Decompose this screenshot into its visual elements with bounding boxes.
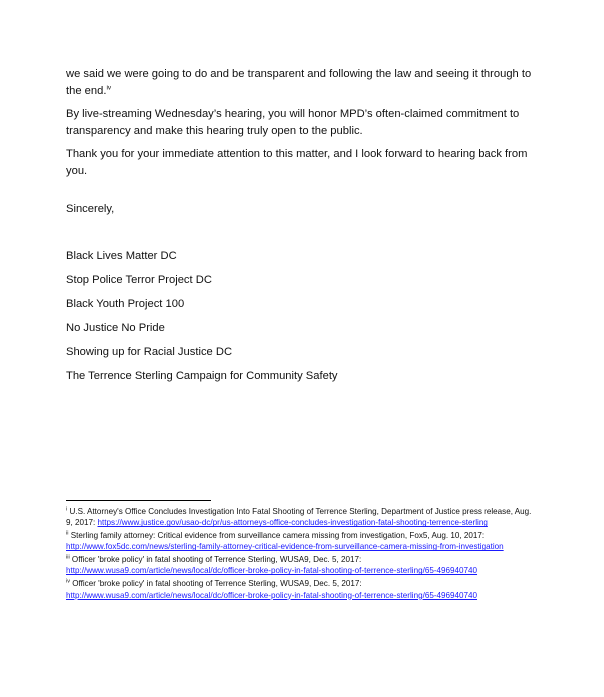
paragraph-1-text: we said we were going to do and be transparent and following the law and seeing it through to the end.	[66, 68, 532, 97]
footnote-marker: i	[66, 506, 68, 513]
signatory-item: Black Lives Matter DC	[66, 249, 177, 262]
footnote-link[interactable]: http://www.wusa9.com/article/news/local/dc/officer-broke-policy-in-fatal-shooting-of-terrence-sterling/65-496940740	[66, 590, 478, 600]
footnote-text: U.S. Attorney's Office Concludes Investigation Into Fatal Shooting of Terrence Sterling, Department of Justice press release, Aug. 9, 2017:	[66, 507, 532, 528]
footnote-separator	[66, 500, 211, 501]
paragraph-3: Thank you for your immediate attention to this matter, and I look forward to hearing back from you.	[66, 148, 528, 177]
footnote-link[interactable]: http://www.wusa9.com/article/news/local/dc/officer-broke-policy-in-fatal-shooting-of-terrence-sterling/65-496940740	[66, 566, 478, 576]
footnote-marker: iii	[66, 554, 70, 561]
footnote-link[interactable]: https://www.justice.gov/usao-dc/pr/us-attorneys-office-concludes-investigation-fatal-shooting-terrence-sterling	[97, 518, 488, 528]
signatory-item: No Justice No Pride	[66, 321, 165, 334]
signatory-item: The Terrence Sterling Campaign for Community Safety	[66, 369, 338, 382]
endnote-ref-iv[interactable]: iv	[106, 83, 112, 91]
footnote-item	[66, 578, 538, 601]
footnote-text: Officer 'broke policy' in fatal shooting of Terrence Sterling, WUSA9, Dec. 5, 2017:	[71, 555, 362, 565]
signatory-item: Stop Police Terror Project DC	[66, 273, 212, 286]
letter-body	[66, 66, 538, 392]
footnote-marker: iv	[66, 578, 70, 585]
footnote-item	[66, 506, 538, 529]
footnote-link[interactable]: http://www.fox5dc.com/news/sterling-family-attorney-critical-evidence-from-surveillance-camera-missing-from-investigation	[66, 542, 504, 552]
footnote-text: Officer 'broke policy' in fatal shooting of Terrence Sterling, WUSA9, Dec. 5, 2017:	[72, 579, 362, 589]
signatory-item: Black Youth Project 100	[66, 297, 185, 310]
closing-salutation: Sincerely,	[66, 203, 115, 215]
footnotes-section	[66, 506, 538, 602]
footnote-text: Sterling family attorney: Critical evidence from surveillance camera missing from investigation, Fox5, Aug. 10, 2017:	[70, 531, 485, 541]
paragraph-1	[66, 66, 538, 99]
paragraph-2: By live-streaming Wednesday’s hearing, you will honor MPD’s often-claimed commitment to transparency and make this hearing truly open to the public.	[66, 108, 520, 137]
signatory-item: Showing up for Racial Justice DC	[66, 345, 233, 358]
footnote-item	[66, 554, 538, 577]
footnote-marker: ii	[66, 530, 69, 537]
signatory-list	[66, 248, 538, 392]
footnote-item	[66, 530, 538, 553]
